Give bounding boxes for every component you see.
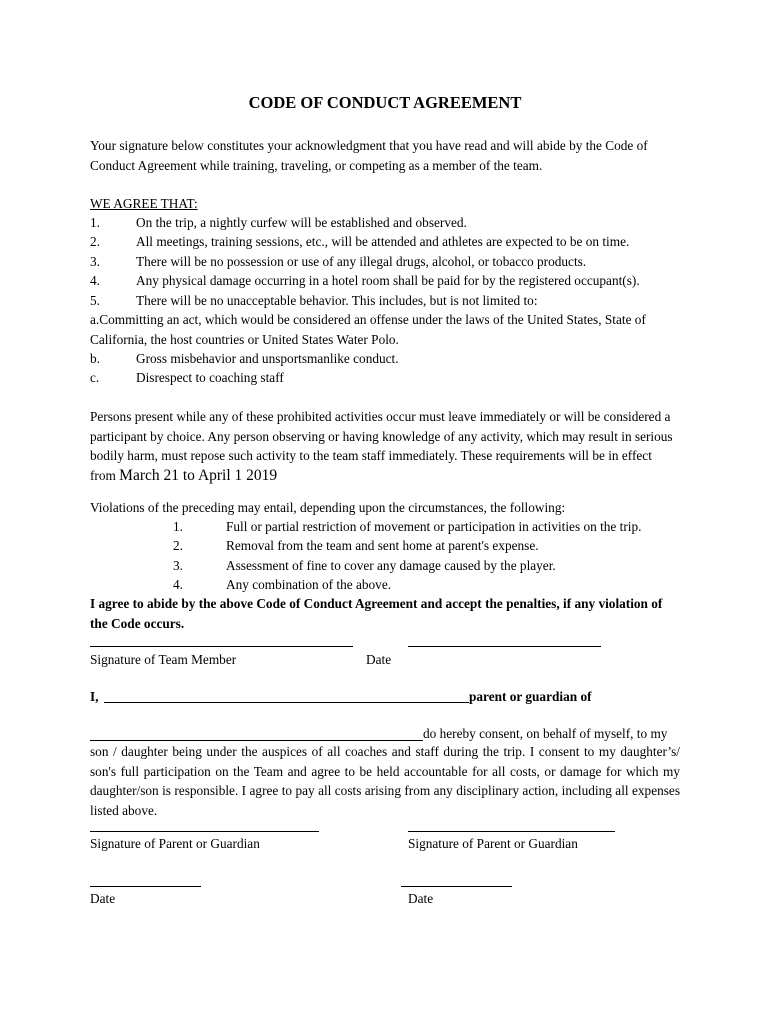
- team-member-date-label: Date: [366, 652, 392, 667]
- date-label-2: Date: [408, 891, 434, 906]
- document-title: CODE OF CONDUCT AGREEMENT: [248, 93, 522, 112]
- parent-i-label: I,: [90, 689, 99, 704]
- date-line-1[interactable]: [90, 886, 201, 887]
- agree-statement: I agree to abide by the above Code of Conduct Agreement and accept the penalties, if any violation of the Code occurs.: [90, 596, 663, 631]
- parent-signature-label-2: Signature of Parent or Guardian: [408, 836, 578, 851]
- penalty-text: Assessment of fine to cover any damage caused by the player.: [226, 558, 556, 573]
- rule-text: All meetings, training sessions, etc., will be attended and athletes are expected to be on time.: [136, 234, 630, 249]
- team-member-signature-line[interactable]: [90, 646, 353, 647]
- sub-item-a: a.Committing an act, which would be considered an offense under the laws of the United States, State of California, the host countries or United States Water Polo.: [90, 312, 646, 347]
- parent-signature-line-1[interactable]: [90, 831, 319, 832]
- rule-number: 1.: [90, 215, 100, 230]
- effective-dates: March 21 to April 1 2019: [119, 466, 278, 484]
- child-name-line[interactable]: [90, 740, 423, 741]
- parent-name-line[interactable]: [104, 702, 469, 703]
- parent-signature-line-2[interactable]: [408, 831, 615, 832]
- sub-item-letter: c.: [90, 370, 100, 385]
- rule-text: On the trip, a nightly curfew will be established and observed.: [136, 215, 467, 230]
- rule-number: 4.: [90, 273, 100, 288]
- agree-heading: WE AGREE THAT:: [90, 196, 198, 211]
- sub-item-text: Disrespect to coaching staff: [136, 370, 284, 385]
- penalty-text: Any combination of the above.: [226, 577, 392, 592]
- violations-intro: Violations of the preceding may entail, depending upon the circumstances, the following:: [90, 500, 566, 515]
- date-label-1: Date: [90, 891, 116, 906]
- rule-text: There will be no unacceptable behavior. This includes, but is not limited to:: [136, 293, 538, 308]
- sub-item-letter: b.: [90, 351, 100, 366]
- rule-number: 3.: [90, 254, 100, 269]
- consent-tail: do hereby consent, on behalf of myself, to my: [423, 726, 668, 741]
- sub-item-text: Gross misbehavior and unsportsmanlike conduct.: [136, 351, 399, 366]
- rule-number: 5.: [90, 293, 100, 308]
- penalty-number: 4.: [173, 577, 183, 592]
- rule-number: 2.: [90, 234, 100, 249]
- penalty-text: Full or partial restriction of movement or participation in activities on the trip.: [226, 519, 642, 534]
- date-line-2[interactable]: [401, 886, 512, 887]
- parent-signature-label-1: Signature of Parent or Guardian: [90, 836, 260, 851]
- penalty-number: 1.: [173, 519, 183, 534]
- penalty-number: 3.: [173, 558, 183, 573]
- persons-text: Persons present while any of these prohibited activities occur must leave immediately or will be considered a participant by choice. Any person observing or having knowledge of any activity, which may result in serious bodily harm, must repose such activity to the team staff immediately. These requirements will be in effect from: [90, 409, 673, 483]
- parent-guardian-of-label: parent or guardian of: [469, 689, 592, 704]
- rule-text: Any physical damage occurring in a hotel room shall be paid for by the registered occupant(s).: [136, 273, 640, 288]
- team-member-date-line[interactable]: [408, 646, 601, 647]
- persons-paragraph: [90, 407, 680, 485]
- penalty-number: 2.: [173, 538, 183, 553]
- team-member-signature-label: Signature of Team Member: [90, 652, 237, 667]
- rule-text: There will be no possession or use of any illegal drugs, alcohol, or tobacco products.: [136, 254, 587, 269]
- consent-paragraph: son / daughter being under the auspices of all coaches and staff during the trip. I consent to my daughter’s/ son's full participation on the Team and agree to be held accountable for all costs, or damage for which my daughter/son is responsible. I agree to pay all costs arising from any disciplinary action, including all expenses listed above.: [90, 744, 680, 818]
- penalty-text: Removal from the team and sent home at parent's expense.: [226, 538, 539, 553]
- intro-paragraph: Your signature below constitutes your acknowledgment that you have read and will abide by the Code of Conduct Agreement while training, traveling, or competing as a member of the team.: [90, 138, 648, 173]
